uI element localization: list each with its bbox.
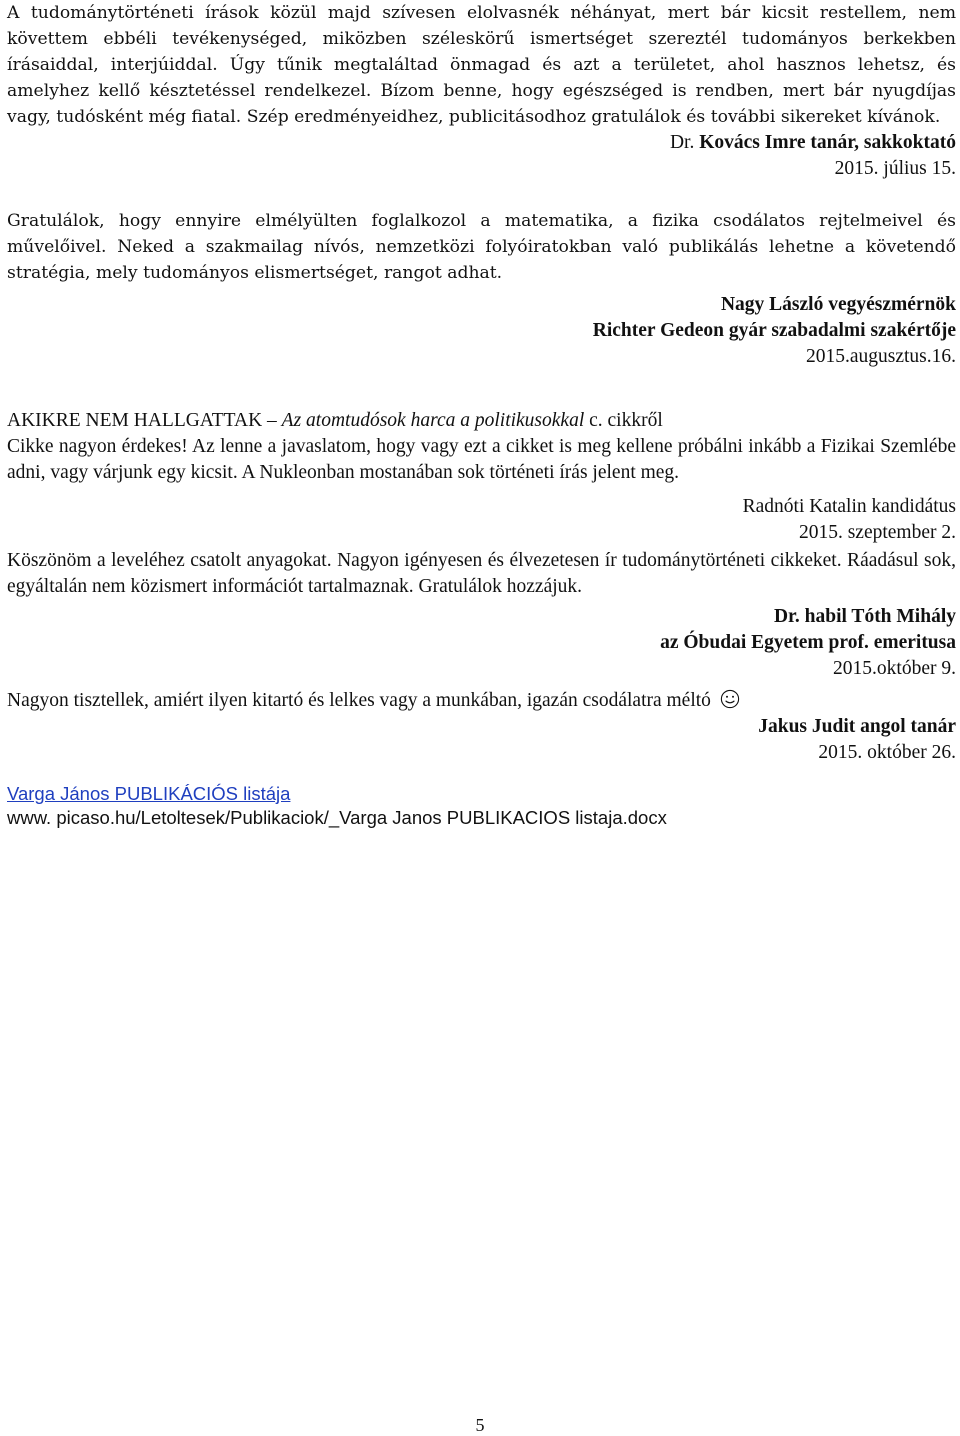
letter-body-text: Nagyon tisztellek, amiért ilyen kitartó és lelkes vagy a munkában, igazán csodálatra méltó [7,690,711,711]
signature-prefix: Dr. [669,132,695,153]
signature-name: Dr. habil Tóth Mihály [773,606,956,627]
letter-date: 2015.augusztus.16. [805,346,956,367]
letter-date: 2015. szeptember 2. [798,522,956,543]
publication-link[interactable]: Varga János PUBLIKÁCIÓS listája [7,783,291,804]
article-title [7,408,956,434]
signature-name: Kovács Imre tanár, sakkoktató [699,132,956,153]
smiley-face-icon [720,689,740,709]
article-title-italic: Az atomtudósok harca a politikusokkal [281,410,585,431]
signature [7,130,956,156]
page-number: 5 [475,1415,485,1435]
letter-toth [7,548,956,682]
publication-section [7,782,956,830]
article-title-prefix: AKIKRE NEM HALLGATTAK – [7,410,282,431]
letter-date: 2015. október 26. [818,742,956,763]
letter-nagy [7,208,956,370]
letter-kovacs [7,0,956,182]
letter-date: 2015.október 9. [833,658,956,679]
letter-radnoti [7,408,956,546]
article-title-suffix: c. cikkről [584,410,663,431]
signature-title: Richter Gedeon gyár szabadalmi szakértője [592,320,956,341]
letter-jakus [7,688,956,766]
signature-name: Nagy László vegyészmérnök [720,294,956,315]
publication-link-line [7,782,956,806]
letter-body [7,688,956,714]
letter-date: 2015. július 15. [834,158,956,179]
signature-name: Jakus Judit angol tanár [758,716,956,737]
letter-body: A tudománytörténeti írások közül majd szívesen elolvasnék néhányat, mert bár kicsit restellem, nem követtem ebbéli tevékenységed, miközben széleskörű ismertséget szereztél tudományos berkekben írásaiddal, interjúiddal. Úgy tűnik megtaláltad önmagad és azt a területet, ahol hasznos lehetsz, és amelyhez kellő késztetéssel rendelkezel. Bízom benne, hogy egészséged is rendben, mert bár nyugdíjas vagy, tudósként még fiatal. Szép eredményeidhez, publicitásodhoz gratulálok és további sikereket kívánok. [7,3,956,127]
signature-title: az Óbudai Egyetem prof. emeritusa [660,632,956,653]
letter-body: Köszönöm a leveléhez csatolt anyagokat. Nagyon igényesen és élvezetesen ír tudománytörténeti cikkeket. Ráadásul sok, egyáltalán nem közismert információt tartalmaznak. Gratulálok hozzájuk. [7,550,956,597]
letter-body: Cikke nagyon érdekes! Az lenne a javaslatom, hogy vagy ezt a cikket is meg kellene próbálni inkább a Fizikai Szemlébe adni, vagy várjunk egy kicsit. A Nukleonban mostanában sok történeti írás jelent meg. [7,436,956,483]
letter-body: Gratulálok, hogy ennyire elmélyülten foglalkozol a matematika, a fizika csodálatos rejtelmeivel és művelőivel. Neked a szakmailag nívós, nemzetközi folyóiratokban való publikálás lehetne a követendő stratégia, mely tudományos elismertséget, rangot adhat. [7,211,956,283]
publication-url: www. picaso.hu/Letoltesek/Publikaciok/_Varga Janos PUBLIKACIOS listaja.docx [7,807,667,828]
signature-name: Radnóti Katalin kandidátus [742,496,956,517]
